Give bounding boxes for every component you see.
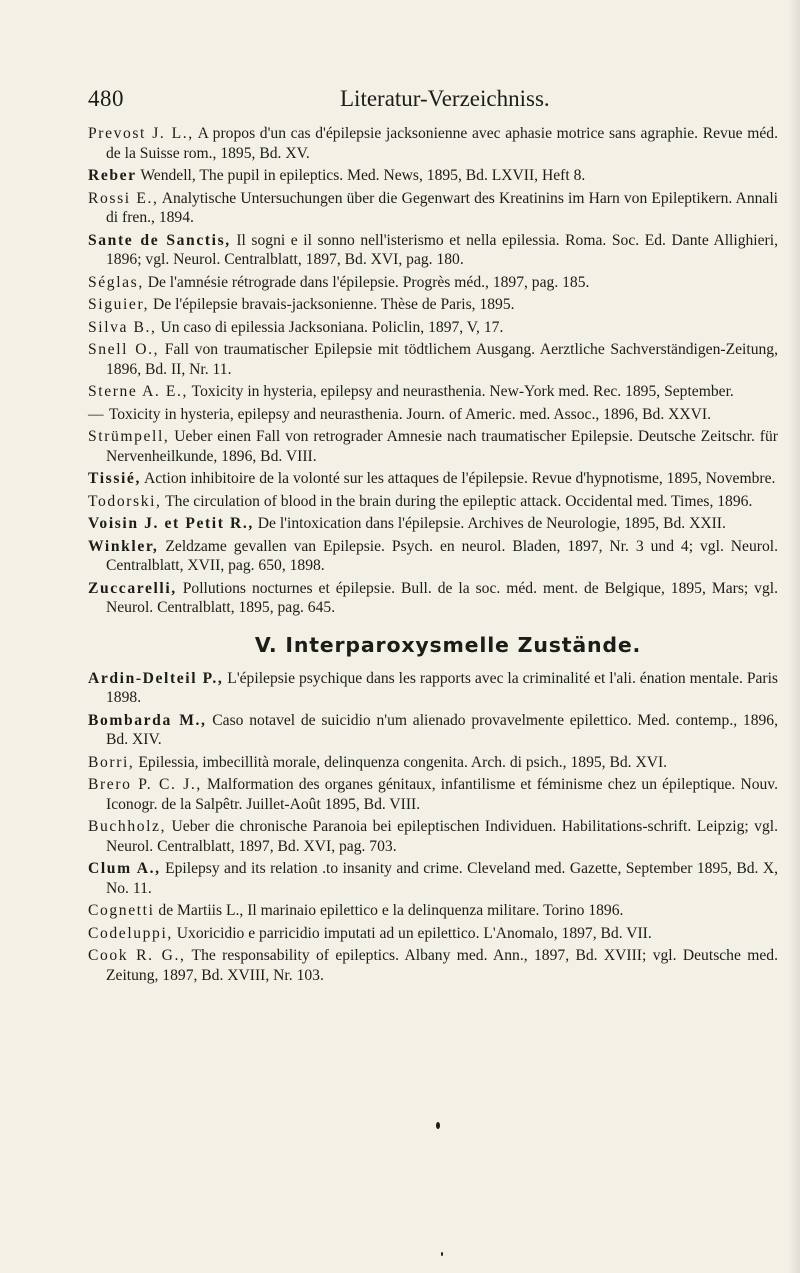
entry-citation: L'épilepsie psychique dans les rapports avec la criminalité et l'ali. énation mentale. Paris 1898.: [106, 669, 779, 706]
entry-citation: De l'épilepsie bravais-jacksonienne. Thèse de Paris, 1895.: [149, 296, 515, 313]
bibliography-entry: [88, 166, 778, 186]
bibliography-entry: [88, 775, 778, 814]
bibliography-entry: [88, 859, 778, 898]
bibliography-entry: [88, 901, 778, 921]
entry-author: Silva B.,: [88, 318, 157, 336]
entry-author: Zuccarelli,: [88, 579, 177, 597]
entry-author: Strümpell,: [88, 428, 170, 445]
entry-author: —: [88, 405, 106, 423]
bibliography-entry: [88, 469, 778, 489]
entry-author: Brero P. C. J.,: [88, 776, 202, 793]
bibliography: [88, 124, 778, 985]
entry-author: Codeluppi,: [88, 924, 173, 942]
entry-author: Bombarda M.,: [88, 711, 207, 729]
bibliography-entry: [88, 514, 778, 534]
entry-citation: Ueber die chronische Paranoia bei epileptischen Individuen. Habilitations-schrift. Leipzig; vgl. Neurol. Centralblatt, 1897, Bd. XVI, pag. 703.: [106, 818, 778, 855]
entry-citation: Epilepsy and its relation .to insanity and crime. Cleveland med. Gazette, September 1895, Bd. X, No. 11.: [106, 860, 778, 897]
entry-citation: De l'amnésie rétrograde dans l'épilepsie. Progrès méd., 1897, pag. 185.: [143, 273, 590, 291]
entry-citation: Wendell, The pupil in epileptics. Med. News, 1895, Bd. LXVII, Heft 8.: [136, 167, 586, 184]
entry-author: Reber: [88, 167, 137, 184]
ink-mark: [436, 1122, 440, 1129]
entry-author: Buchholz,: [88, 818, 167, 835]
bibliography-entry: [88, 231, 778, 270]
entry-citation: Uxoricidio e parricidio imputati ad un epilettico. L'Anomalo, 1897, Bd. VII.: [172, 924, 652, 942]
entry-citation: The responsability of epileptics. Albany med. Ann., 1897, Bd. XVIII; vgl. Deutsche med. Zeitung, 1897, Bd. XVIII, Nr. 103.: [106, 947, 779, 984]
bibliography-entry: [88, 669, 778, 708]
bibliography-entry: [88, 124, 778, 163]
entry-author: Todorski,: [88, 492, 162, 510]
entry-author: Sterne A. E.,: [88, 383, 189, 400]
entry-author: Rossi E.,: [88, 189, 159, 207]
page-edge: [788, 0, 800, 1273]
entry-citation: Pollutions nocturnes et épilepsie. Bull. de la soc. méd. ment. de Belgique, 1895, Mars; vgl. Neurol. Centralblatt, 1895, pag. 645.: [106, 579, 778, 616]
entry-citation: Ueber einen Fall von retrograder Amnesie nach traumatischer Epilepsie. Deutsche Zeitschr. für Nervenheilkunde, 1896, Bd. VIII.: [106, 428, 778, 465]
bibliography-entry: [88, 405, 778, 425]
entry-citation: de Martiis L., Il marinaio epilettico e la delinquenza militare. Torino 1896.: [154, 902, 624, 919]
bibliography-list-bottom: [88, 669, 778, 986]
bibliography-list-top: [88, 124, 778, 618]
section-heading: V. Interparoxysmelle Zustände.: [254, 632, 642, 657]
entry-author: Snell O.,: [88, 341, 160, 358]
entry-citation: Zeldzame gevallen van Epilepsie. Psych. en neurol. Bladen, 1897, Nr. 3 und 4; vgl. Neurol. Centralblatt, XVII, pag. 650, 1898.: [106, 537, 778, 574]
bibliography-entry: [88, 924, 778, 944]
entry-author: Prevost J. L.,: [88, 125, 194, 142]
page-number: 480: [88, 86, 124, 111]
bibliography-entry: [88, 427, 778, 466]
page-header: [88, 86, 778, 118]
bibliography-entry: [88, 295, 778, 315]
bibliography-entry: [88, 189, 778, 228]
entry-citation: A propos d'un cas d'épilepsie jacksonienne avec aphasie motrice sans agraphie. Revue méd. de la Suisse rom., 1895, Bd. XV.: [106, 125, 778, 162]
entry-author: Siguier,: [88, 296, 150, 313]
entry-citation: Epilessia, imbecillità morale, delinquenza congenita. Arch. di psich., 1895, Bd. XVI.: [134, 753, 668, 771]
entry-author: Cook R. G.,: [88, 947, 186, 964]
bibliography-entry: [88, 711, 778, 750]
entry-citation: The circulation of blood in the brain during the epileptic attack. Occidental med. Times, 1896.: [161, 492, 753, 510]
bibliography-entry: [88, 273, 778, 293]
bibliography-entry: [88, 492, 778, 512]
bibliography-entry: [88, 579, 778, 618]
entry-citation: Action inhibitoire de la volonté sur les attaques de l'épilepsie. Revue d'hypnotisme, 1895, Novembre.: [140, 470, 776, 487]
bibliography-entry: [88, 946, 778, 985]
entry-author: Sante de Sanctis,: [88, 231, 231, 249]
entry-citation: Analytische Untersuchungen über die Gegenwart des Kreatinins im Harn von Epileptikern. Annali di fren., 1894.: [106, 189, 778, 226]
ink-mark-small: [441, 1252, 443, 1256]
running-title: Literatur-Verzeichniss.: [340, 86, 550, 111]
entry-citation: Fall von traumatischer Epilepsie mit tödtlichem Ausgang. Aerztliche Sachverständigen-Zeitung, 1896, Bd. II, Nr. 11.: [106, 341, 778, 378]
entry-author: Winkler,: [88, 537, 159, 555]
entry-citation: Malformation des organes génitaux, infantilisme et féminisme chez un épileptique. Nouv. Iconogr. de la Salpêtr. Juillet-Août 1895, Bd. VIII.: [106, 776, 778, 813]
entry-author: Séglas,: [88, 273, 144, 291]
bibliography-entry: [88, 340, 778, 379]
entry-citation: Toxicity in hysteria, epilepsy and neurasthenia. Journ. of Americ. med. Assoc., 1896, Bd. XXVI.: [105, 405, 712, 423]
entry-author: Cognetti: [88, 902, 155, 919]
entry-author: Voisin J. et Petit R.,: [88, 515, 254, 532]
bibliography-entry: [88, 318, 778, 338]
bibliography-entry: [88, 817, 778, 856]
entry-author: Borri,: [88, 753, 135, 771]
entry-author: Tissié,: [88, 470, 141, 487]
entry-citation: Il sogni e il sonno nell'isterismo et nella epilessia. Roma. Soc. Ed. Dante Allighieri, 1896; vgl. Neurol. Centralblatt, 1897, Bd. XVI, pag. 180.: [106, 231, 778, 268]
bibliography-entry: [88, 382, 778, 402]
entry-citation: De l'intoxication dans l'épilepsie. Archives de Neurologie, 1895, Bd. XXII.: [253, 515, 726, 532]
entry-citation: Caso notavel de suicidio n'um alienado provavelmente epilettico. Med. contemp., 1896, Bd. XIV.: [106, 711, 778, 748]
entry-author: Clum A.,: [88, 860, 161, 877]
bibliography-entry: [88, 537, 778, 576]
entry-author: Ardin-Delteil P.,: [88, 669, 224, 687]
entry-citation: Toxicity in hysteria, epilepsy and neurasthenia. New-York med. Rec. 1895, September.: [188, 383, 734, 400]
entry-citation: Un caso di epilessia Jacksoniana. Policlin, 1897, V, 17.: [156, 318, 504, 336]
bibliography-entry: [88, 753, 778, 773]
